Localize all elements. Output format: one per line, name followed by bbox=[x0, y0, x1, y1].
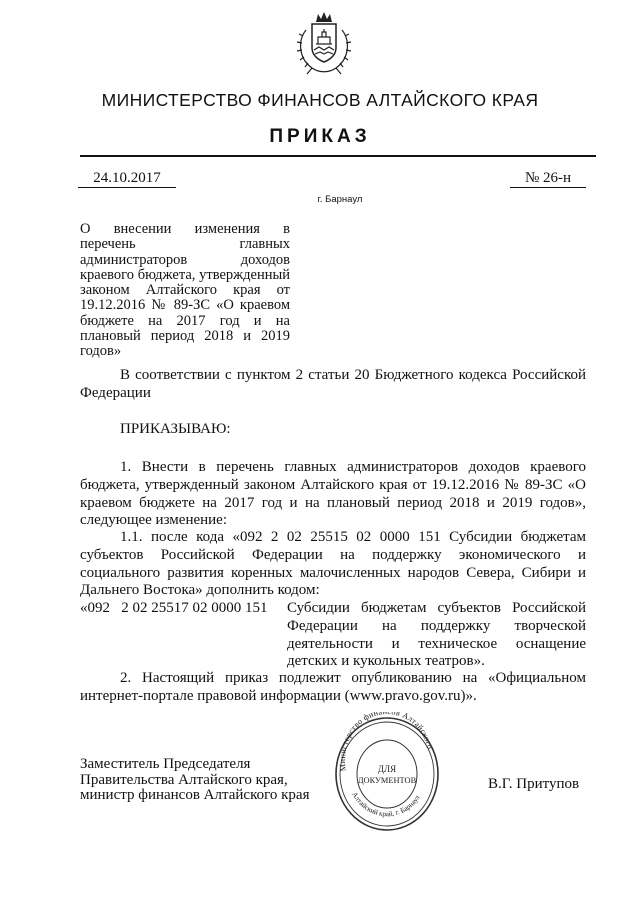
order-date: 24.10.2017 bbox=[78, 170, 176, 188]
stamp-center-line-1: ДЛЯ bbox=[377, 764, 397, 774]
official-stamp bbox=[333, 712, 441, 832]
item-1-paragraph: 1. Внести в перечень главных администраторов доходов краевого бюджета, утвержденный законом Алтайского края от 19.12.2016 № 89-ЗС «О краевом бюджете на 2017 год и на плановый период 2018 и 2019 годов», следующее изменение: bbox=[80, 459, 586, 529]
item-1-1-paragraph: 1.1. после кода «092 2 02 25515 02 0000 151 Субсидии бюджетам субъектов Российской Федерации на поддержку экономического и социального развития коренных малочисленных народов Севера, Сибири и Дальнего Востока» дополнить кодом: bbox=[80, 529, 586, 599]
stamp-bottom-text: Алтайский край, г. Барнаул bbox=[350, 790, 422, 819]
item-2-paragraph: 2. Настоящий приказ подлежит опубликованию на «Официальном интернет-портале правовой информации (www.pravo.gov.ru)». bbox=[80, 670, 586, 704]
stamp-center-line-2: ДОКУМЕНТОВ bbox=[357, 776, 417, 785]
order-city: г. Барнаул bbox=[317, 194, 363, 205]
signatory-title-line-2: Правительства Алтайского края, bbox=[80, 771, 288, 788]
new-budget-code-description: Субсидии бюджетам субъектов Российской Федерации на поддержку творческой деятельности и техническое оснащение детских и кукольных театров». bbox=[287, 600, 586, 670]
signatory-title-line-3: министр финансов Алтайского края bbox=[80, 787, 310, 803]
order-directive: ПРИКАЗЫВАЮ: bbox=[120, 421, 231, 437]
stamp-ring-text: Министерство фина ов Алтайского bbox=[337, 712, 435, 772]
signatory-title bbox=[80, 757, 320, 804]
new-budget-code: «092 2 02 25517 02 0000 151 bbox=[80, 600, 268, 616]
signatory-title-line-1: Заместитель Председателя bbox=[80, 756, 251, 772]
signatory-name: В.Г. Притупов bbox=[488, 776, 580, 792]
ministry-name: МИНИСТЕРСТВО ФИНАНСОВ АЛТАЙСКОГО КРАЯ bbox=[101, 90, 539, 110]
order-subject: О внесении изменения в перечень главных администраторов доходов краевого бюджета, утвержденный законом Алтайского края от 19.12.2016 № 89-ЗС «О краевом бюджете на 2017 год и на плановый период 2018 и 2019 годов» bbox=[80, 221, 290, 360]
coat-of-arms-icon bbox=[292, 10, 356, 78]
preamble-paragraph: В соответствии с пунктом 2 статьи 20 Бюджетного кодекса Российской Федерации bbox=[80, 367, 586, 401]
order-number: № 26-н bbox=[510, 170, 586, 188]
document-title: ПРИКАЗ bbox=[269, 126, 371, 147]
header-divider bbox=[80, 155, 596, 157]
